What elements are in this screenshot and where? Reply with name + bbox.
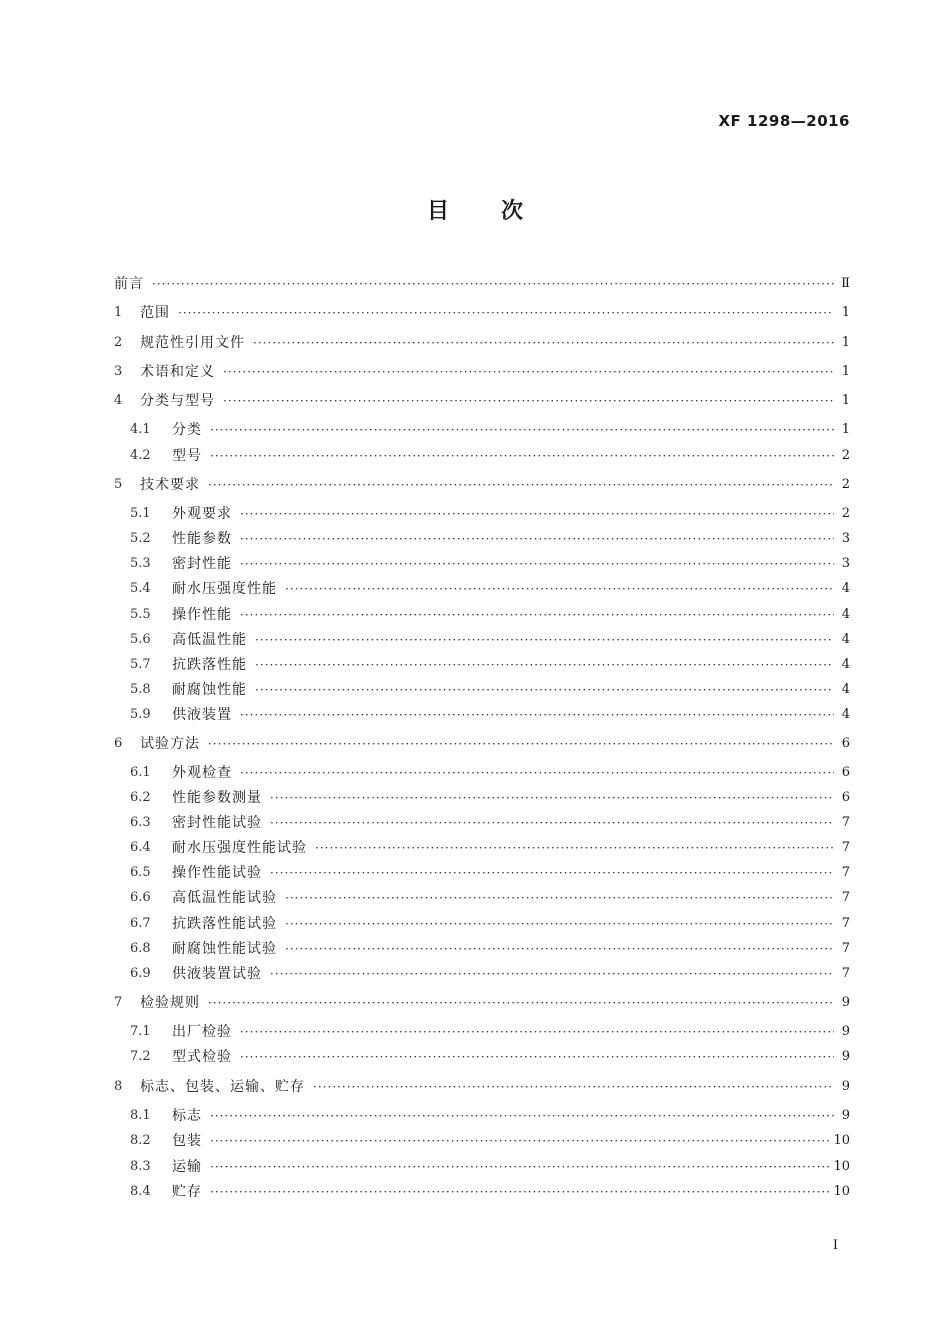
page-number: I <box>832 1238 838 1253</box>
toc-entry[interactable] <box>114 273 850 295</box>
toc-entry-title: 规范性引用文件 <box>140 335 245 351</box>
toc-entry[interactable] <box>130 913 850 935</box>
toc-entry-page: 1 <box>841 393 850 408</box>
toc-entry[interactable] <box>130 1156 850 1178</box>
toc-entry-title: 操作性能 <box>172 607 232 623</box>
toc-entry-number: 6.2 <box>130 790 151 805</box>
toc-entry-page: 7 <box>841 865 850 880</box>
toc-entry-title: 密封性能试验 <box>172 815 262 831</box>
toc-entry-number: 6.8 <box>130 941 151 956</box>
toc-dot-leader <box>255 679 834 701</box>
toc-entry-number: 7.1 <box>130 1024 151 1039</box>
toc-entry-title: 检验规则 <box>140 995 200 1011</box>
toc-entry-page: 7 <box>841 815 850 830</box>
toc-entry[interactable] <box>130 503 850 525</box>
toc-entry[interactable] <box>130 1105 850 1127</box>
toc-entry-title: 型号 <box>172 448 202 464</box>
toc-entry[interactable] <box>114 302 850 324</box>
toc-entry-page: 1 <box>841 422 850 437</box>
toc-entry-page: 1 <box>841 305 850 320</box>
toc-entry[interactable] <box>114 361 850 383</box>
toc-entry-page: 7 <box>841 966 850 981</box>
toc-entry[interactable] <box>114 1076 850 1098</box>
toc-entry-title: 性能参数测量 <box>172 790 262 806</box>
toc-entry[interactable] <box>130 629 850 651</box>
toc-dot-leader <box>240 762 834 784</box>
toc-entry-page: 6 <box>841 736 850 751</box>
toc-entry-page: 4 <box>841 657 850 672</box>
toc-dot-leader <box>223 361 834 383</box>
toc-entry-page: 4 <box>841 581 850 596</box>
toc-dot-leader <box>255 654 834 676</box>
toc-entry-page: 9 <box>841 1024 850 1039</box>
toc-dot-leader <box>285 887 834 909</box>
toc-dot-leader <box>210 1130 829 1152</box>
toc-entry-number: 6.3 <box>130 815 151 830</box>
toc-entry-title: 耐腐蚀性能 <box>172 682 247 698</box>
toc-entry-page: 4 <box>841 607 850 622</box>
toc-entry[interactable] <box>114 332 850 354</box>
toc-entry-page: 7 <box>841 890 850 905</box>
toc-entry-title: 分类 <box>172 422 202 438</box>
toc-entry-number: 6 <box>114 736 123 751</box>
toc-entry-title: 耐水压强度性能试验 <box>172 840 307 856</box>
toc-entry-title: 操作性能试验 <box>172 865 262 881</box>
toc-entry-page: 7 <box>841 941 850 956</box>
toc-entry-number: 6.9 <box>130 966 151 981</box>
toc-entry-title: 标志、包装、运输、贮存 <box>140 1079 305 1095</box>
toc-entry-number: 4.2 <box>130 448 151 463</box>
toc-entry[interactable] <box>130 679 850 701</box>
toc-entry-page: 2 <box>841 477 850 492</box>
toc-entry-page: 9 <box>841 1108 850 1123</box>
toc-dot-leader <box>270 812 834 834</box>
toc-entry[interactable] <box>130 604 850 626</box>
toc-entry-title: 技术要求 <box>140 477 200 493</box>
toc-dot-leader <box>253 332 834 354</box>
toc-entry-number: 8.1 <box>130 1108 151 1123</box>
toc-entry[interactable] <box>130 1181 850 1203</box>
toc-entry-title: 分类与型号 <box>140 393 215 409</box>
toc-entry-number: 5.3 <box>130 556 151 571</box>
toc-entry-title: 供液装置 <box>172 707 232 723</box>
toc-entry-page: 9 <box>841 995 850 1010</box>
toc-entry-title: 外观检查 <box>172 765 232 781</box>
toc-entry[interactable] <box>130 812 850 834</box>
toc-entry-number: 5.5 <box>130 607 151 622</box>
toc-entry-page: 4 <box>841 632 850 647</box>
toc-dot-leader <box>210 419 834 441</box>
toc-entry-number: 5.1 <box>130 506 151 521</box>
toc-dot-leader <box>285 938 834 960</box>
toc-dot-leader <box>210 1105 834 1127</box>
toc-dot-leader <box>240 1046 834 1068</box>
toc-entry[interactable] <box>130 762 850 784</box>
toc-entry-title: 供液装置试验 <box>172 966 262 982</box>
toc-entry[interactable] <box>130 887 850 909</box>
toc-entry-title: 高低温性能试验 <box>172 890 277 906</box>
toc-entry-title: 耐腐蚀性能试验 <box>172 941 277 957</box>
toc-entry[interactable] <box>114 474 850 496</box>
toc-entry-page: Ⅱ <box>841 276 850 291</box>
toc-entry[interactable] <box>130 578 850 600</box>
toc-dot-leader <box>240 604 834 626</box>
toc-entry[interactable] <box>130 528 850 550</box>
toc-entry-page: 9 <box>841 1079 850 1094</box>
toc-dot-leader <box>210 1181 829 1203</box>
toc-dot-leader <box>152 273 834 295</box>
toc-entry-title: 抗跌落性能试验 <box>172 916 277 932</box>
toc-entry-page: 4 <box>841 682 850 697</box>
toc-entry-number: 5.6 <box>130 632 151 647</box>
toc-dot-leader <box>285 913 834 935</box>
toc-entry-number: 6.5 <box>130 865 151 880</box>
toc-dot-leader <box>240 528 834 550</box>
toc-entry-number: 5.4 <box>130 581 151 596</box>
toc-entry-number: 8.2 <box>130 1133 151 1148</box>
toc-entry[interactable] <box>130 553 850 575</box>
toc-dot-leader <box>240 553 834 575</box>
toc-entry[interactable] <box>130 1021 850 1043</box>
toc-entry-title: 范围 <box>140 305 170 321</box>
toc-entry-number: 8.4 <box>130 1184 151 1199</box>
toc-entry-number: 4 <box>114 393 123 408</box>
toc-entry-title: 外观要求 <box>172 506 232 522</box>
toc-entry-page: 10 <box>833 1159 850 1174</box>
toc-entry[interactable] <box>114 733 850 755</box>
toc-entry[interactable] <box>130 704 850 726</box>
toc-entry-title: 耐水压强度性能 <box>172 581 277 597</box>
toc-dot-leader <box>210 445 834 467</box>
toc-entry-page: 10 <box>833 1184 850 1199</box>
toc-entry-page: 6 <box>841 790 850 805</box>
toc-entry[interactable] <box>130 445 850 467</box>
toc-entry[interactable] <box>114 992 850 1014</box>
toc-entry-number: 5 <box>114 477 123 492</box>
toc-entry-page: 1 <box>841 335 850 350</box>
toc-entry-title: 出厂检验 <box>172 1024 232 1040</box>
toc-entry-page: 7 <box>841 916 850 931</box>
toc-entry-title: 抗跌落性能 <box>172 657 247 673</box>
toc-dot-leader <box>208 733 834 755</box>
toc-entry-title: 密封性能 <box>172 556 232 572</box>
toc-entry-title: 前言 <box>114 276 144 292</box>
toc-entry[interactable] <box>130 419 850 441</box>
toc-entry[interactable] <box>130 963 850 985</box>
toc-entry-title: 试验方法 <box>140 736 200 752</box>
toc-entry-page: 2 <box>841 506 850 521</box>
toc-entry-number: 5.9 <box>130 707 151 722</box>
toc-entry[interactable] <box>130 837 850 859</box>
toc-entry-title: 型式检验 <box>172 1049 232 1065</box>
toc-dot-leader <box>285 578 834 600</box>
toc-dot-leader <box>240 503 834 525</box>
toc-entry-number: 8.3 <box>130 1159 151 1174</box>
toc-entry-number: 7 <box>114 995 123 1010</box>
toc-entry-number: 5.2 <box>130 531 151 546</box>
page-title: 目次 <box>426 199 575 224</box>
toc-entry-page: 1 <box>841 364 850 379</box>
toc-dot-leader <box>270 787 834 809</box>
toc-entry-title: 高低温性能 <box>172 632 247 648</box>
toc-entry-number: 6.1 <box>130 765 151 780</box>
toc-entry-title: 标志 <box>172 1108 202 1124</box>
standard-number: XF 1298—2016 <box>718 112 850 130</box>
toc-entry-page: 10 <box>833 1133 850 1148</box>
toc-entry-number: 5.7 <box>130 657 151 672</box>
toc-entry-title: 贮存 <box>172 1184 202 1200</box>
toc-entry[interactable] <box>130 1046 850 1068</box>
toc-entry-page: 7 <box>841 840 850 855</box>
toc-entry-title: 包装 <box>172 1133 202 1149</box>
toc-entry-number: 5.8 <box>130 682 151 697</box>
toc-entry[interactable] <box>130 787 850 809</box>
toc-entry-page: 6 <box>841 765 850 780</box>
toc-entry-number: 7.2 <box>130 1049 151 1064</box>
toc-dot-leader <box>313 1076 834 1098</box>
toc-dot-leader <box>208 474 834 496</box>
toc-dot-leader <box>208 992 834 1014</box>
toc-dot-leader <box>270 963 834 985</box>
toc-entry[interactable] <box>114 390 850 412</box>
toc-entry-number: 6.6 <box>130 890 151 905</box>
toc-dot-leader <box>255 629 834 651</box>
toc-dot-leader <box>178 302 834 324</box>
toc-entry[interactable] <box>130 654 850 676</box>
toc-entry[interactable] <box>130 1130 850 1152</box>
toc-entry-page: 2 <box>841 448 850 463</box>
toc-entry-title: 性能参数 <box>172 531 232 547</box>
toc-dot-leader <box>240 704 834 726</box>
toc-entry-page: 9 <box>841 1049 850 1064</box>
toc-dot-leader <box>223 390 834 412</box>
toc-dot-leader <box>210 1156 829 1178</box>
toc-entry-number: 8 <box>114 1079 123 1094</box>
toc-entry-number: 6.4 <box>130 840 151 855</box>
toc-entry-page: 4 <box>841 707 850 722</box>
toc-dot-leader <box>315 837 834 859</box>
toc-entry[interactable] <box>130 862 850 884</box>
toc-dot-leader <box>270 862 834 884</box>
toc-entry-number: 6.7 <box>130 916 151 931</box>
toc-entry-title: 术语和定义 <box>140 364 215 380</box>
toc-entry-number: 2 <box>114 335 123 350</box>
toc-dot-leader <box>240 1021 834 1043</box>
toc-entry-number: 4.1 <box>130 422 151 437</box>
toc-entry-page: 3 <box>841 556 850 571</box>
toc-entry-page: 3 <box>841 531 850 546</box>
toc-entry-number: 3 <box>114 364 123 379</box>
toc-entry[interactable] <box>130 938 850 960</box>
toc-entry-title: 运输 <box>172 1159 202 1175</box>
toc-entry-number: 1 <box>114 305 123 320</box>
